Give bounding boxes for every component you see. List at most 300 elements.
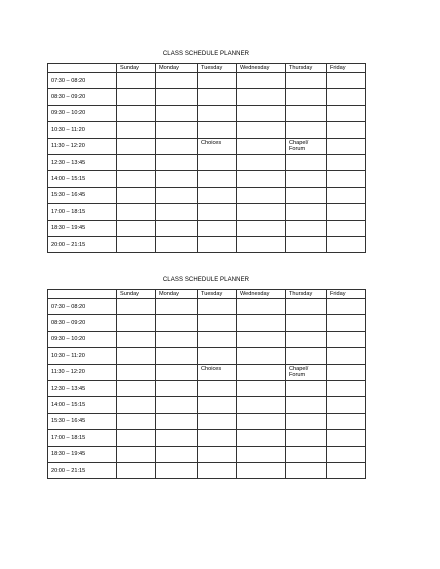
schedule-cell[interactable] (198, 73, 237, 89)
day-header: Sunday (117, 290, 156, 299)
schedule-cell[interactable] (156, 73, 198, 89)
table-row (48, 397, 366, 413)
table-header (48, 290, 366, 299)
planner-title: CLASS SCHEDULE PLANNER (162, 277, 250, 283)
schedule-cell[interactable] (117, 446, 156, 462)
class-entry (117, 204, 155, 205)
table-row (48, 220, 366, 236)
class-entry (156, 381, 197, 382)
time-slot-label: 18:30 – 19:45 (48, 446, 117, 462)
schedule-cell[interactable] (117, 380, 156, 396)
schedule-cell[interactable] (286, 187, 327, 203)
class-entry (327, 381, 365, 382)
schedule-cell[interactable] (156, 171, 198, 187)
class-entry (117, 381, 155, 382)
class-entry (237, 106, 285, 107)
schedule-cell[interactable] (117, 462, 156, 478)
class-entry (117, 414, 155, 415)
time-slot-label: 15:30 – 16:45 (48, 187, 117, 203)
class-entry (198, 414, 236, 415)
class-entry (156, 204, 197, 205)
class-entry (327, 204, 365, 205)
schedule-cell[interactable] (327, 105, 366, 121)
schedule-cell[interactable] (286, 89, 327, 105)
schedule-cell[interactable] (156, 187, 198, 203)
class-entry (117, 447, 155, 448)
day-header: Tuesday (198, 64, 237, 73)
schedule-cell[interactable] (117, 331, 156, 347)
schedule-cell[interactable] (198, 154, 237, 170)
class-entry (237, 348, 285, 349)
schedule-cell[interactable] (237, 220, 286, 236)
schedule-cell[interactable] (286, 299, 327, 315)
day-header: Monday (156, 290, 198, 299)
class-entry (117, 365, 155, 366)
class-entry (237, 188, 285, 189)
schedule-cell[interactable] (286, 73, 327, 89)
class-entry (156, 89, 197, 90)
schedule-cell[interactable] (327, 154, 366, 170)
schedule-cell[interactable] (327, 73, 366, 89)
schedule-cell[interactable] (237, 204, 286, 220)
schedule-cell[interactable] (198, 105, 237, 121)
class-entry (117, 430, 155, 431)
schedule-cell[interactable] (117, 236, 156, 252)
class-entry (198, 89, 236, 90)
table-row (48, 315, 366, 331)
schedule-cell[interactable] (156, 154, 198, 170)
class-entry: Choices (201, 139, 222, 146)
table-row (48, 187, 366, 203)
schedule-cell[interactable] (117, 315, 156, 331)
schedule-cell[interactable] (237, 364, 286, 380)
schedule-cell[interactable] (198, 331, 237, 347)
schedule-cell[interactable] (286, 122, 327, 138)
schedule-cell[interactable] (286, 462, 327, 478)
class-entry (117, 332, 155, 333)
class-entry (156, 73, 197, 74)
class-entry (198, 204, 236, 205)
day-header: Wednesday (237, 290, 286, 299)
table-row (48, 348, 366, 364)
table-row (48, 430, 366, 446)
class-entry (237, 122, 285, 123)
schedule-cell[interactable] (327, 315, 366, 331)
table-row (48, 138, 366, 154)
class-entry (327, 155, 365, 156)
schedule-cell[interactable] (327, 462, 366, 478)
schedule-cell[interactable] (198, 315, 237, 331)
class-entry (327, 414, 365, 415)
schedule-cell[interactable] (156, 364, 198, 380)
class-entry (117, 188, 155, 189)
class-entry (198, 237, 236, 238)
class-entry (117, 299, 155, 300)
schedule-cell[interactable] (237, 73, 286, 89)
schedule-cell[interactable] (237, 430, 286, 446)
schedule-cell[interactable] (237, 299, 286, 315)
table-row (48, 171, 366, 187)
class-entry (117, 221, 155, 222)
header-row (48, 64, 366, 73)
class-entry (237, 89, 285, 90)
class-entry (156, 122, 197, 123)
schedule-cell[interactable] (198, 446, 237, 462)
schedule-cell[interactable] (327, 89, 366, 105)
class-entry (198, 332, 236, 333)
class-entry (286, 299, 326, 300)
class-entry (327, 122, 365, 123)
class-entry (117, 463, 155, 464)
time-slot-label: 20:00 – 21:15 (48, 236, 117, 252)
class-entry (117, 237, 155, 238)
schedule-cell[interactable] (156, 236, 198, 252)
class-entry (156, 221, 197, 222)
schedule-cell[interactable] (327, 299, 366, 315)
class-entry (286, 332, 326, 333)
class-entry (327, 237, 365, 238)
schedule-cell[interactable] (198, 220, 237, 236)
class-entry (198, 430, 236, 431)
class-entry (286, 204, 326, 205)
class-entry (327, 447, 365, 448)
schedule-cell[interactable] (117, 89, 156, 105)
day-header: Thursday (286, 64, 327, 73)
schedule-cell[interactable] (237, 446, 286, 462)
table-row (48, 122, 366, 138)
schedule-cell[interactable] (286, 380, 327, 396)
class-entry (156, 414, 197, 415)
schedule-cell[interactable] (286, 138, 327, 154)
schedule-cell[interactable] (327, 348, 366, 364)
class-entry (327, 299, 365, 300)
class-entry (198, 188, 236, 189)
schedule-cell[interactable] (327, 380, 366, 396)
schedule-cell[interactable] (286, 220, 327, 236)
class-entry (286, 430, 326, 431)
table-row (48, 236, 366, 252)
class-entry (198, 122, 236, 123)
schedule-cell[interactable] (117, 348, 156, 364)
schedule-cell[interactable] (286, 397, 327, 413)
class-entry (156, 430, 197, 431)
schedule-cell[interactable] (286, 105, 327, 121)
class-entry (156, 315, 197, 316)
class-entry: Chapel/ Forum (289, 365, 309, 378)
schedule-cell[interactable] (237, 105, 286, 121)
schedule-cell[interactable] (156, 105, 198, 121)
schedule-cell[interactable] (156, 348, 198, 364)
table-row (48, 105, 366, 121)
day-header: Tuesday (198, 290, 237, 299)
schedule-cell[interactable] (327, 397, 366, 413)
schedule-cell[interactable] (156, 299, 198, 315)
class-entry (156, 447, 197, 448)
time-slot-label: 09:30 – 10:20 (48, 105, 117, 121)
schedule-cell[interactable] (198, 204, 237, 220)
schedule-cell[interactable] (327, 171, 366, 187)
time-column-header (48, 290, 117, 299)
schedule-cell[interactable] (198, 89, 237, 105)
table-body (48, 299, 366, 479)
class-entry (156, 299, 197, 300)
class-entry (237, 365, 285, 366)
schedule-cell[interactable] (198, 397, 237, 413)
time-slot-label: 07:30 – 08:20 (48, 299, 117, 315)
schedule-cell[interactable] (156, 413, 198, 429)
time-slot-label: 18:30 – 19:45 (48, 220, 117, 236)
class-entry (237, 447, 285, 448)
class-entry (286, 237, 326, 238)
schedule-cell[interactable] (198, 430, 237, 446)
class-entry (198, 397, 236, 398)
class-entry (156, 106, 197, 107)
day-header: Friday (327, 64, 366, 73)
schedule-planner (47, 50, 365, 253)
schedule-cell[interactable] (237, 413, 286, 429)
time-column-header (48, 64, 117, 73)
table-row (48, 413, 366, 429)
schedule-cell[interactable] (198, 187, 237, 203)
schedule-cell[interactable] (117, 364, 156, 380)
class-entry (237, 381, 285, 382)
schedule-cell[interactable] (327, 236, 366, 252)
time-slot-label: 07:30 – 08:20 (48, 73, 117, 89)
schedule-cell[interactable] (327, 187, 366, 203)
schedule-cell[interactable] (117, 154, 156, 170)
schedule-cell[interactable] (198, 380, 237, 396)
time-slot-label: 10:30 – 11:20 (48, 122, 117, 138)
schedule-cell[interactable] (198, 138, 237, 154)
class-entry (198, 381, 236, 382)
schedule-cell[interactable] (237, 380, 286, 396)
class-entry (156, 171, 197, 172)
time-slot-label: 17:00 – 18:15 (48, 430, 117, 446)
class-entry (237, 299, 285, 300)
time-slot-label: 11:30 – 12:20 (48, 138, 117, 154)
class-entry (237, 463, 285, 464)
class-entry (327, 139, 365, 140)
schedule-cell[interactable] (286, 446, 327, 462)
schedule-cell[interactable] (117, 105, 156, 121)
class-entry (327, 188, 365, 189)
schedule-cell[interactable] (156, 138, 198, 154)
schedule-cell[interactable] (156, 446, 198, 462)
schedule-cell[interactable] (198, 171, 237, 187)
schedule-cell[interactable] (117, 397, 156, 413)
class-entry (237, 139, 285, 140)
schedule-cell[interactable] (198, 299, 237, 315)
schedule-cell[interactable] (286, 364, 327, 380)
class-entry (286, 447, 326, 448)
schedule-cell[interactable] (117, 204, 156, 220)
schedule-cell[interactable] (327, 446, 366, 462)
class-entry (198, 447, 236, 448)
class-entry (237, 155, 285, 156)
schedule-cell[interactable] (327, 204, 366, 220)
class-entry (156, 365, 197, 366)
time-slot-label: 08:30 – 09:20 (48, 89, 117, 105)
time-slot-label: 10:30 – 11:20 (48, 348, 117, 364)
class-entry (117, 155, 155, 156)
class-entry (327, 73, 365, 74)
class-entry (286, 348, 326, 349)
schedule-cell[interactable] (237, 348, 286, 364)
schedule-cell[interactable] (117, 299, 156, 315)
schedule-cell[interactable] (286, 171, 327, 187)
schedule-cell[interactable] (156, 397, 198, 413)
schedule-cell[interactable] (156, 122, 198, 138)
class-entry (156, 397, 197, 398)
class-entry (327, 89, 365, 90)
class-entry (327, 315, 365, 316)
class-entry (286, 106, 326, 107)
time-slot-label: 20:00 – 21:15 (48, 462, 117, 478)
schedule-cell[interactable] (237, 154, 286, 170)
table-header (48, 64, 366, 73)
time-slot-label: 09:30 – 10:20 (48, 331, 117, 347)
schedule-table (47, 289, 366, 479)
time-slot-label: 15:30 – 16:45 (48, 413, 117, 429)
table-row (48, 73, 366, 89)
schedule-cell[interactable] (117, 220, 156, 236)
class-entry (286, 73, 326, 74)
schedule-cell[interactable] (117, 73, 156, 89)
schedule-cell[interactable] (286, 315, 327, 331)
schedule-cell[interactable] (237, 236, 286, 252)
class-entry (286, 381, 326, 382)
class-entry (237, 430, 285, 431)
class-entry (237, 315, 285, 316)
class-entry (117, 106, 155, 107)
schedule-cell[interactable] (156, 331, 198, 347)
class-entry (327, 348, 365, 349)
class-entry (198, 348, 236, 349)
schedule-cell[interactable] (327, 331, 366, 347)
schedule-cell[interactable] (286, 413, 327, 429)
class-entry (237, 171, 285, 172)
schedule-cell[interactable] (156, 204, 198, 220)
schedule-cell[interactable] (117, 413, 156, 429)
schedule-cell[interactable] (198, 462, 237, 478)
table-row (48, 462, 366, 478)
schedule-cell[interactable] (156, 220, 198, 236)
class-entry (286, 397, 326, 398)
class-entry (327, 430, 365, 431)
class-entry (286, 221, 326, 222)
time-slot-label: 17:00 – 18:15 (48, 204, 117, 220)
class-entry (286, 122, 326, 123)
schedule-cell[interactable] (327, 138, 366, 154)
schedule-cell[interactable] (286, 331, 327, 347)
class-entry (327, 106, 365, 107)
class-entry (198, 171, 236, 172)
class-entry (286, 89, 326, 90)
schedule-cell[interactable] (156, 430, 198, 446)
schedule-cell[interactable] (198, 413, 237, 429)
table-row (48, 380, 366, 396)
class-entry (286, 315, 326, 316)
class-entry (237, 397, 285, 398)
day-header: Wednesday (237, 64, 286, 73)
schedule-cell[interactable] (117, 122, 156, 138)
class-entry (198, 299, 236, 300)
schedule-cell[interactable] (156, 89, 198, 105)
schedule-cell[interactable] (156, 380, 198, 396)
schedule-cell[interactable] (156, 462, 198, 478)
class-entry (198, 155, 236, 156)
table-row (48, 154, 366, 170)
day-header: Friday (327, 290, 366, 299)
schedule-cell[interactable] (286, 154, 327, 170)
schedule-cell[interactable] (286, 204, 327, 220)
schedule-cell[interactable] (198, 122, 237, 138)
schedule-cell[interactable] (117, 430, 156, 446)
schedule-cell[interactable] (237, 138, 286, 154)
class-entry (286, 188, 326, 189)
schedule-cell[interactable] (117, 171, 156, 187)
schedule-cell[interactable] (198, 236, 237, 252)
class-entry (198, 463, 236, 464)
day-header: Monday (156, 64, 198, 73)
class-entry (327, 221, 365, 222)
schedule-cell[interactable] (117, 187, 156, 203)
schedule-cell[interactable] (286, 236, 327, 252)
table-row (48, 204, 366, 220)
class-entry (237, 204, 285, 205)
table-row (48, 446, 366, 462)
class-entry (156, 188, 197, 189)
schedule-cell[interactable] (286, 348, 327, 364)
class-entry (156, 139, 197, 140)
class-entry: Chapel/ Forum (289, 139, 309, 152)
day-header: Sunday (117, 64, 156, 73)
table-row (48, 331, 366, 347)
table-row (48, 299, 366, 315)
schedule-cell[interactable] (327, 122, 366, 138)
schedule-cell[interactable] (237, 462, 286, 478)
class-entry (237, 414, 285, 415)
class-entry (286, 463, 326, 464)
schedule-cell[interactable] (237, 187, 286, 203)
schedule-cell[interactable] (327, 364, 366, 380)
schedule-cell[interactable] (198, 348, 237, 364)
schedule-cell[interactable] (237, 331, 286, 347)
schedule-cell[interactable] (198, 364, 237, 380)
class-entry (327, 171, 365, 172)
schedule-cell[interactable] (237, 89, 286, 105)
table-row (48, 364, 366, 380)
day-header: Thursday (286, 290, 327, 299)
schedule-cell[interactable] (327, 430, 366, 446)
class-entry (156, 332, 197, 333)
schedule-cell[interactable] (327, 220, 366, 236)
schedule-cell[interactable] (156, 315, 198, 331)
schedule-cell[interactable] (286, 430, 327, 446)
time-slot-label: 11:30 – 12:20 (48, 364, 117, 380)
schedule-cell[interactable] (237, 315, 286, 331)
schedule-cell[interactable] (237, 122, 286, 138)
schedule-cell[interactable] (237, 171, 286, 187)
class-entry (117, 122, 155, 123)
schedule-cell[interactable] (237, 397, 286, 413)
schedule-cell[interactable] (327, 413, 366, 429)
class-entry (117, 315, 155, 316)
class-entry (117, 171, 155, 172)
class-entry (198, 315, 236, 316)
schedule-cell[interactable] (117, 138, 156, 154)
schedule-planner (47, 276, 365, 479)
